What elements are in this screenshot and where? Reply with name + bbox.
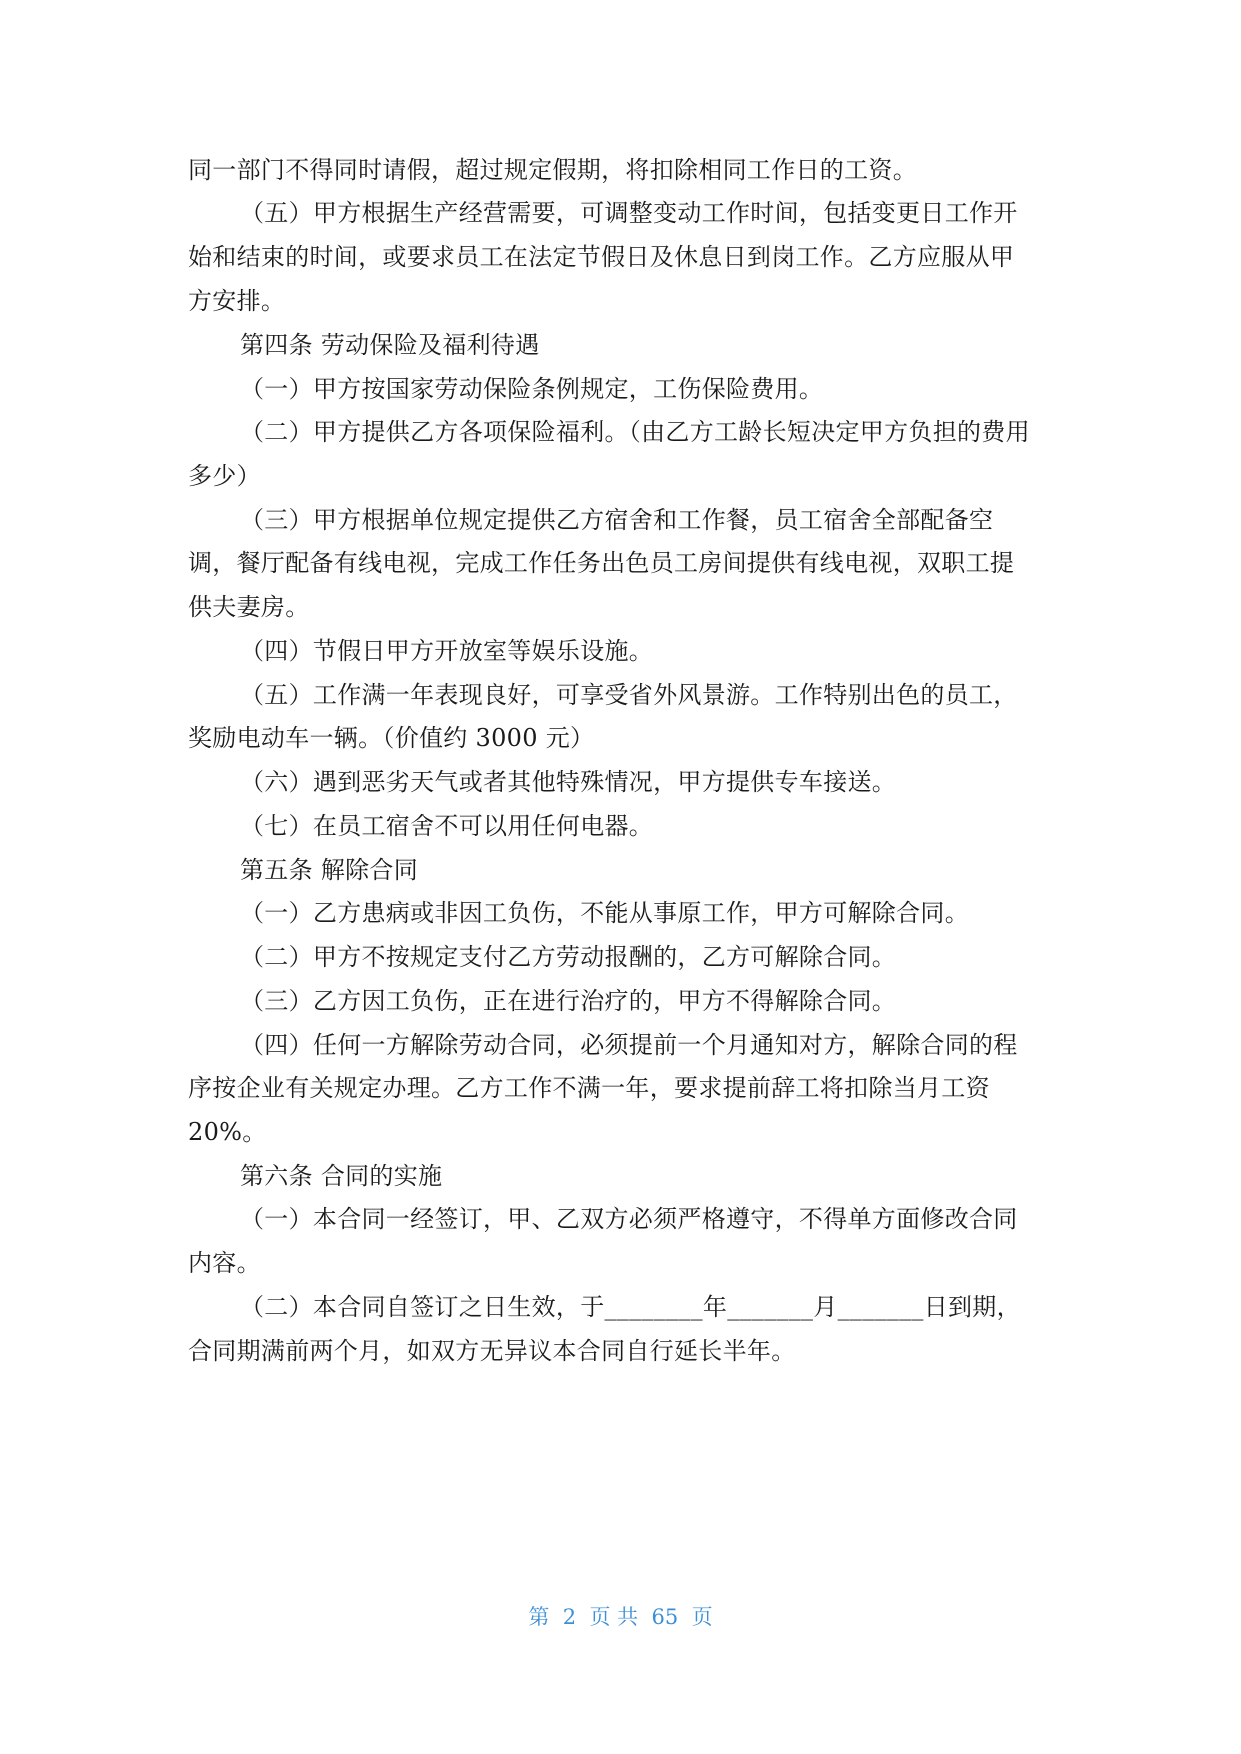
page-number-footer: 第 2 页 共 65 页 xyxy=(528,1605,713,1629)
body-line: （一）本合同一经签订，甲、乙双方必须严格遵守，不得单方面修改合同 xyxy=(240,1205,1018,1233)
body-line: （五）工作满一年表现良好，可享受省外风景游。工作特别出色的员工， xyxy=(240,681,1018,709)
body-line: 序按企业有关规定办理。乙方工作不满一年，要求提前辞工将扣除当月工资 xyxy=(188,1074,990,1102)
body-line: （三）乙方因工负伤，正在进行治疗的，甲方不得解除合同。 xyxy=(240,987,897,1015)
body-line: 合同期满前两个月，如双方无异议本合同自行延长半年。 xyxy=(188,1337,796,1365)
body-line: 内容。 xyxy=(188,1249,261,1277)
body-line: 20%。 xyxy=(188,1118,267,1146)
section-heading: 第四条 劳动保险及福利待遇 xyxy=(240,331,540,359)
body-line: （六）遇到恶劣天气或者其他特殊情况，甲方提供专车接送。 xyxy=(240,768,897,796)
body-line: （二）甲方不按规定支付乙方劳动报酬的，乙方可解除合同。 xyxy=(240,943,897,971)
body-line: 始和结束的时间，或要求员工在法定节假日及休息日到岗工作。乙方应服从甲 xyxy=(188,243,1015,271)
body-line: 多少） xyxy=(188,462,261,490)
section-heading: 第六条 合同的实施 xyxy=(240,1162,443,1190)
body-line: （二）甲方提供乙方各项保险福利。（由乙方工龄长短决定甲方负担的费用 xyxy=(240,418,1030,446)
body-line: 方安排。 xyxy=(188,287,286,315)
body-line: （一）乙方患病或非因工负伤，不能从事原工作，甲方可解除合同。 xyxy=(240,899,969,927)
body-line: 调，餐厅配备有线电视，完成工作任务出色员工房间提供有线电视，双职工提 xyxy=(188,549,1015,577)
body-line: （五）甲方根据生产经营需要，可调整变动工作时间，包括变更日工作开 xyxy=(240,199,1018,227)
body-line: （一）甲方按国家劳动保险条例规定，工伤保险费用。 xyxy=(240,375,824,403)
section-heading: 第五条 解除合同 xyxy=(240,856,419,884)
body-line: 奖励电动车一辆。（价值约 3000 元） xyxy=(188,724,595,752)
body-line: 同一部门不得同时请假，超过规定假期，将扣除相同工作日的工资。 xyxy=(188,156,917,184)
body-line: （三）甲方根据单位规定提供乙方宿舍和工作餐，员工宿舍全部配备空 xyxy=(240,506,994,534)
body-line: （七）在员工宿舍不可以用任何电器。 xyxy=(240,812,654,840)
body-line: （四）节假日甲方开放室等娱乐设施。 xyxy=(240,637,654,665)
body-line: （二）本合同自签订之日生效，于________年_______月_______日到期， xyxy=(240,1293,1021,1321)
body-line: 供夫妻房。 xyxy=(188,593,310,621)
body-line: （四）任何一方解除劳动合同，必须提前一个月通知对方，解除合同的程 xyxy=(240,1031,1018,1059)
